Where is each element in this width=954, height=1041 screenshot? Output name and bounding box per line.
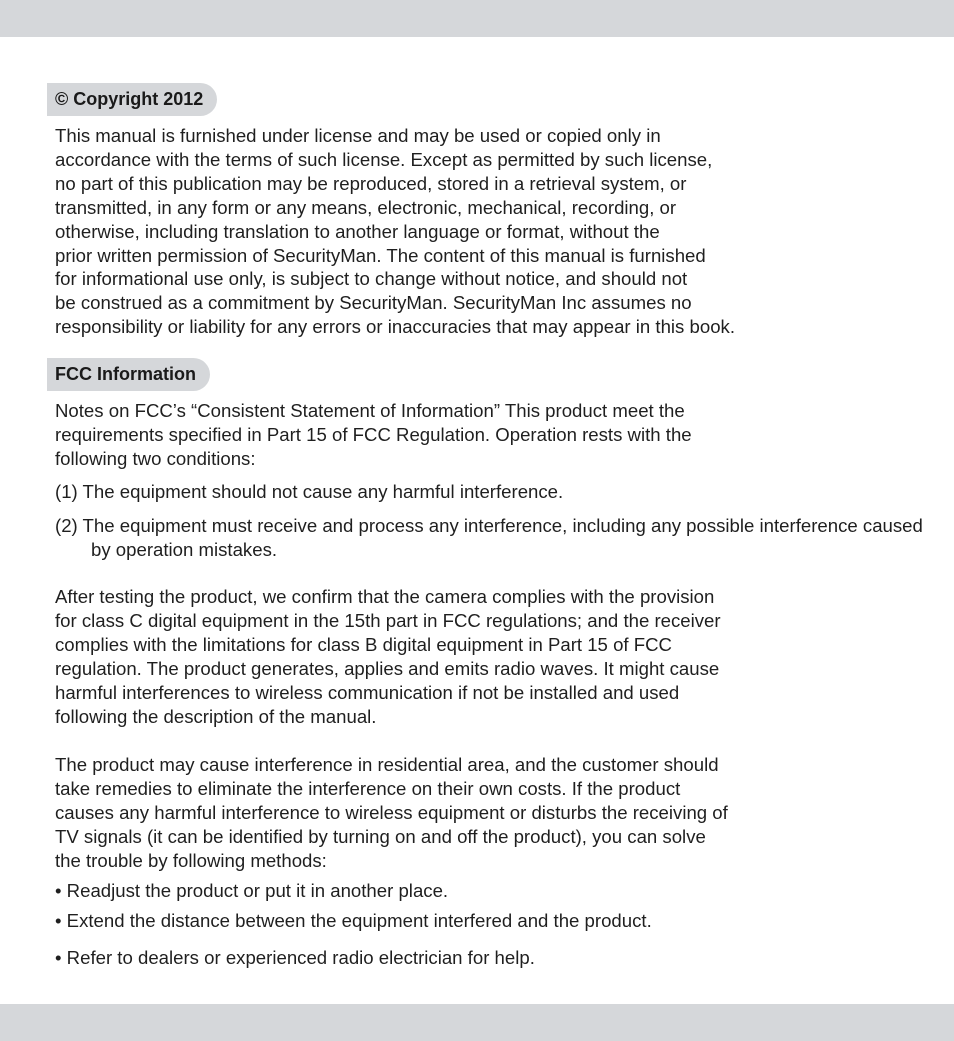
fcc-method-3: • Refer to dealers or experienced radio electrician for help. xyxy=(55,947,535,968)
fcc-heading: FCC Information xyxy=(47,358,210,391)
fcc-intro: Notes on FCC’s “Consistent Statement of Information” This product meet the requirements specified in Part 15 of FCC Regulation. Operation rests with the following two conditions: xyxy=(55,400,692,469)
fcc-interference-paragraph: The product may cause interference in residential area, and the customer should take remedies to eliminate the interference on their own costs. If the product causes any harmful interference to wireless equipment or disturbs the receiving of TV signals (it can be identified by turning on and off the product), you can solve the trouble by following methods: xyxy=(55,754,728,871)
fcc-method-1: • Readjust the product or put it in another place. xyxy=(55,880,449,901)
copyright-heading: © Copyright 2012 xyxy=(47,83,217,116)
fcc-testing-paragraph: After testing the product, we confirm that the camera complies with the provision for class C digital equipment in the 15th part in FCC regulations; and the receiver complies with the limitations for class B digital equipment in Part 15 of FCC regulation. The product generates, applies and emits radio waves. It might cause harmful interferences to wireless communication if not be installed and used following the description of the manual. xyxy=(55,586,721,727)
fcc-condition-2: (2) The equipment must receive and process any interference, including any possible interference caused by operation mistakes. xyxy=(55,515,923,560)
fcc-method-2: • Extend the distance between the equipment interfered and the product. xyxy=(55,910,652,931)
top-margin-band xyxy=(0,0,954,37)
bottom-margin-band xyxy=(0,1004,954,1041)
fcc-condition-1: (1) The equipment should not cause any harmful interference. xyxy=(55,481,564,502)
copyright-body: This manual is furnished under license and may be used or copied only in accordance with the terms of such license. Except as permitted by such license, no part of this publication may be reproduced, stored in a retrieval system, or transmitted, in any form or any means, electronic, mechanical, recording, or otherwise, including translation to another language or format, without the prior written permission of SecurityMan. The content of this manual is furnished for informational use only, is subject to change without notice, and should not be construed as a commitment by SecurityMan. SecurityMan Inc assumes no responsibility or liability for any errors or inaccuracies that may appear in this book. xyxy=(55,125,736,338)
manual-page xyxy=(0,37,954,1004)
